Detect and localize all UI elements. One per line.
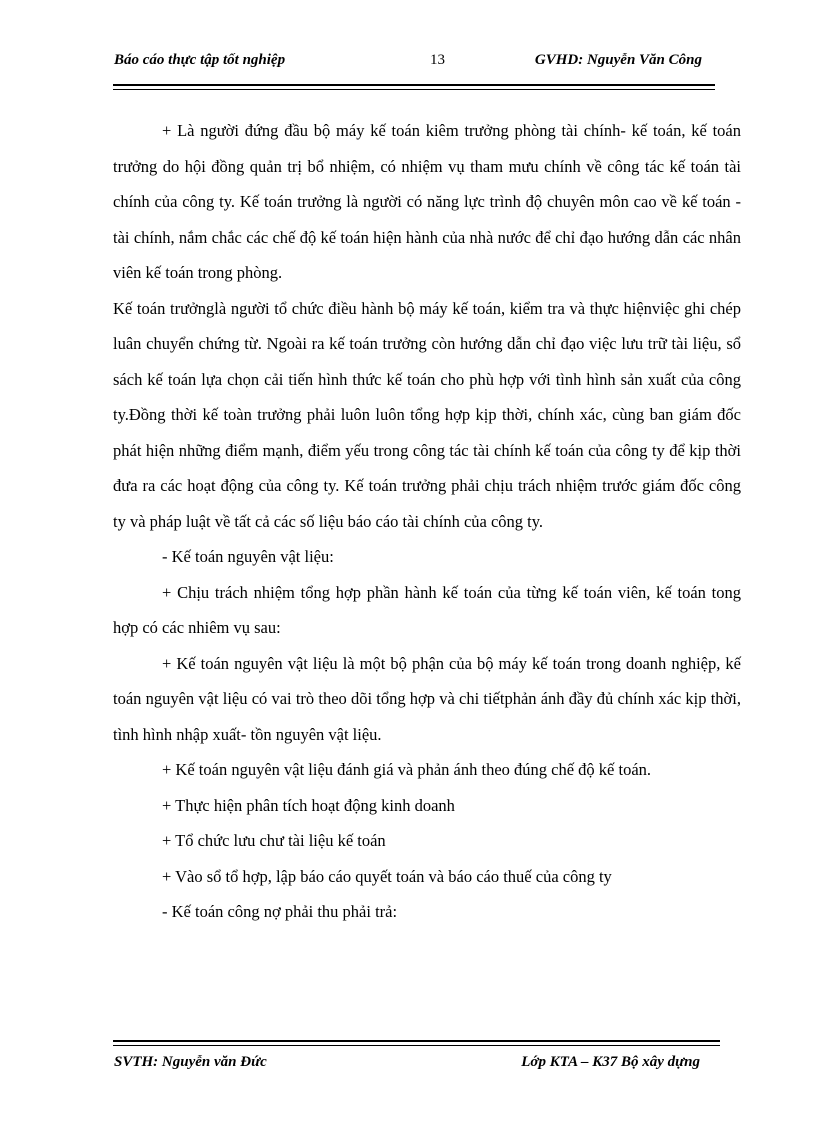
heading-debt-accountant: - Kế toán công nợ phải thu phải trả: xyxy=(162,902,398,921)
list-item-analysis: + Thực hiện phân tích hoạt động kinh doanh xyxy=(162,795,455,815)
heading-materials-accountant: - Kế toán nguyên vật liệu: xyxy=(162,547,334,566)
page-footer xyxy=(112,1054,720,1076)
page-header xyxy=(112,52,716,74)
footer-student: SVTH: Nguyễn văn Đức xyxy=(114,1054,267,1070)
header-advisor: GVHD: Nguyễn Văn Công xyxy=(534,52,702,68)
paragraph-materials-role: + Kế toán nguyên vật liệu là một bộ phận của bộ máy kế toán trong doanh nghiệp, kế toán nguyên vật liệu có vai trò theo dõi tổng hợp và chi tiếtphản ánh đầy đủ chính xác kịp thời, tình hình nhập xuất- tồn nguyên vật liệu. xyxy=(113,653,741,744)
footer-rule-thick xyxy=(113,1040,720,1042)
paragraph-chief-accountant-role: + Là người đứng đầu bộ máy kế toán kiêm trưởng phòng tài chính- kế toán, kế toán trưởng do hội đồng quản trị bổ nhiệm, có nhiệm vụ tham mưu chính về công tác kế toán tài chính của công ty. Kế toán trưởng là người có năng lực trình độ chuyên môn cao về kế toán - tài chính, nắm chắc các chế độ kế toán hiện hành của nhà nước để chỉ đạo hướng dẫn các nhân viên kế toán trong phòng. xyxy=(113,121,741,282)
paragraph-chief-accountant-duties: Kế toán trưởnglà người tổ chức điều hành bộ máy kế toán, kiểm tra và thực hiệnviệc ghi chép luân chuyển chứng từ. Ngoài ra kế toán trưởng còn hướng dẫn chỉ đạo việc lưu trữ tài liệu, sổ sách kế toán lựa chọn cải tiến hình thức kế toán cho phù hợp với tình hình sản xuất của công ty.Đồng thời kế toàn trưởng phải luôn luôn tổng hợp kịp thời, chính xác, cùng ban giám đốc phát hiện những điểm mạnh, điểm yếu trong công tác tài chính kế toán của công ty để kịp thời đưa ra các hoạt động của công ty. Kế toán trưởng phải chịu trách nhiệm trước giám đốc công ty và pháp luật về tất cả các số liệu báo cáo tài chính của công ty. xyxy=(113,298,741,531)
document-body xyxy=(113,113,741,930)
paragraph-materials-responsibility: + Chịu trách nhiệm tổng hợp phần hành kế toán của từng kế toán viên, kế toán tong hợp có các nhiêm vụ sau: xyxy=(113,582,741,637)
header-rule-thin xyxy=(113,89,715,90)
list-item-evaluate: + Kế toán nguyên vật liệu đánh giá và phản ánh theo đúng chế độ kế toán. xyxy=(162,760,652,779)
list-item-archive: + Tổ chức lưu chư tài liệu kế toán xyxy=(162,831,386,850)
footer-rule-thin xyxy=(113,1045,720,1046)
header-rule-thick xyxy=(113,84,715,86)
footer-class: Lớp KTA – K37 Bộ xây dựng xyxy=(521,1054,700,1070)
header-report-title: Báo cáo thực tập tốt nghiệp xyxy=(114,52,286,68)
list-item-reports: + Vào sổ tổ hợp, lập báo cáo quyết toán và báo cáo thuế của công ty xyxy=(162,866,612,886)
page-number: 13 xyxy=(430,52,445,68)
